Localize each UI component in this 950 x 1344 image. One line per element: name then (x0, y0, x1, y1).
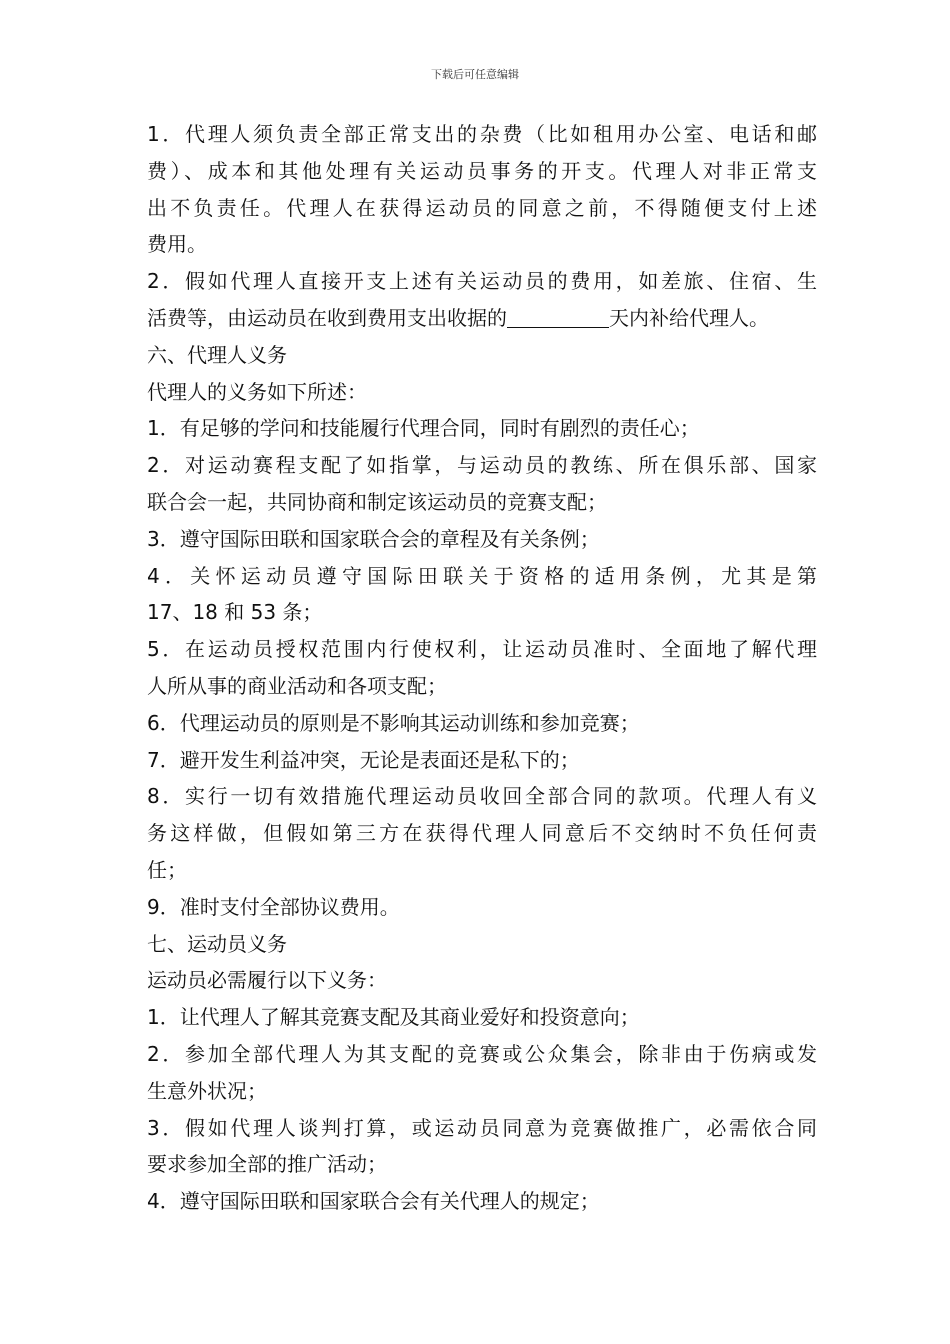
text-line: 费用。 (147, 232, 207, 257)
text-before-blank: 活费等，由运动员在收到费用支出收据的 (147, 305, 507, 330)
text-line: 出不负责任。代理人在获得运动员的同意之前，不得随便支付上述 (147, 195, 817, 220)
text-line: 1．有足够的学问和技能履行代理合同，同时有剧烈的责任心； (147, 416, 700, 441)
text-line: 8．实行一切有效措施代理运动员收回全部合同的款项。代理人有义 (147, 784, 817, 809)
text-line: 1．让代理人了解其竞赛支配及其商业爱好和投资意向； (147, 1005, 640, 1030)
text-line: 代理人的义务如下所述： (147, 379, 367, 404)
text-line: 运动员必需履行以下义务： (147, 968, 387, 993)
text-line: 2．假如代理人直接开支上述有关运动员的费用，如差旅、住宿、生 (147, 269, 817, 294)
section-heading: 六、代理人义务 (147, 342, 287, 367)
text-line: 费）、成本和其他处理有关运动员事务的开支。代理人对非正常支 (147, 158, 817, 183)
text-line: 6．代理运动员的原则是不影响其运动训练和参加竞赛； (147, 710, 640, 735)
fill-in-blank (507, 305, 609, 328)
document-body (147, 116, 817, 1220)
text-line: 人所从事的商业活动和各项支配； (147, 673, 447, 698)
text-line: 4．遵守国际田联和国家联合会有关代理人的规定； (147, 1189, 600, 1214)
text-line: 3．遵守国际田联和国家联合会的章程及有关条例； (147, 526, 600, 551)
text-line: 2．参加全部代理人为其支配的竞赛或公众集会，除非由于伤病或发 (147, 1041, 817, 1066)
text-line: 2．对运动赛程支配了如指掌，与运动员的教练、所在俱乐部、国家 (147, 453, 817, 478)
text-after-blank: 天内补给代理人。 (609, 305, 769, 330)
text-line: 9．准时支付全部协议费用。 (147, 894, 400, 919)
text-line: 务这样做，但假如第三方在获得代理人同意后不交纳时不负任何责 (147, 821, 817, 846)
text-line: 联合会一起，共同协商和制定该运动员的竞赛支配； (147, 489, 607, 514)
text-line: 任； (147, 857, 187, 882)
page-header: 下载后可任意编辑 (431, 68, 519, 81)
text-line: 要求参加全部的推广活动； (147, 1152, 387, 1177)
text-line-with-blank (147, 300, 817, 337)
text-line: 生意外状况； (147, 1078, 267, 1103)
text-line: 3．假如代理人谈判打算，或运动员同意为竞赛做推广，必需依合同 (147, 1115, 817, 1140)
text-line: 7．避开发生利益冲突，无论是表面还是私下的； (147, 747, 580, 772)
text-line: 4．关怀运动员遵守国际田联关于资格的适用条例，尤其是第 (147, 563, 817, 588)
text-line: 17、18 和 53 条； (147, 600, 323, 625)
text-line: 5．在运动员授权范围内行使权利，让运动员准时、全面地了解代理 (147, 637, 817, 662)
text-line: 1．代理人须负责全部正常支出的杂费（比如租用办公室、电话和邮 (147, 122, 817, 146)
section-heading: 七、运动员义务 (147, 931, 287, 956)
